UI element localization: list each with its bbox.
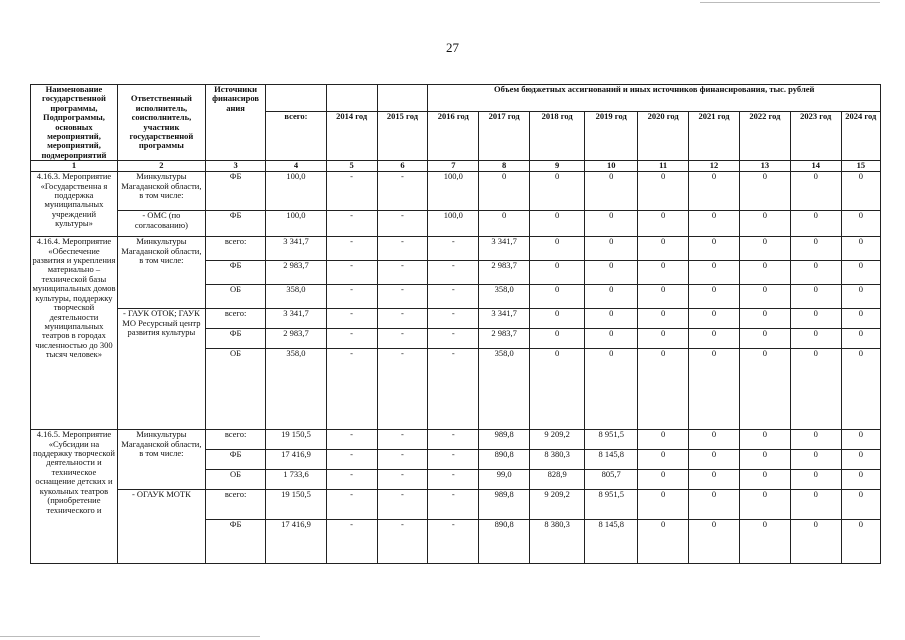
header-year: 2019 год [585,112,638,161]
header-year: 2021 год [689,112,740,161]
value-cell: 2 983,7 [266,261,326,285]
value-cell: - [428,285,479,309]
value-cell: 0 [790,450,841,470]
column-number: 2 [117,161,205,172]
header-year: 2014 год [326,112,377,161]
value-cell: 0 [841,470,880,490]
value-cell: 17 416,9 [266,450,326,470]
value-cell: 0 [530,211,585,237]
value-cell: 0 [689,285,740,309]
header-year: 2022 год [739,112,790,161]
source-cell: ФБ [205,261,265,285]
value-cell: 0 [689,261,740,285]
column-number: 11 [638,161,689,172]
value-cell: 0 [530,261,585,285]
column-number: 15 [841,161,880,172]
value-cell: - [428,470,479,490]
value-cell: - [326,430,377,450]
header-year: 2018 год [530,112,585,161]
scan-artifact [0,636,260,637]
value-cell: - [428,237,479,261]
value-cell: 0 [739,520,790,564]
source-cell: ОБ [205,285,265,309]
value-cell: - [326,172,377,211]
value-cell: 0 [638,490,689,520]
value-cell: - [377,309,428,329]
value-cell: - [377,261,428,285]
source-cell: всего: [205,237,265,261]
value-cell: 2 983,7 [266,329,326,349]
value-cell: 0 [790,172,841,211]
value-cell: 8 951,5 [585,430,638,450]
value-cell: 828,9 [530,470,585,490]
value-cell: 0 [530,309,585,329]
value-cell: 0 [585,349,638,430]
header-year: всего: [266,112,326,161]
value-cell: - [326,285,377,309]
value-cell: 0 [585,261,638,285]
value-cell: 0 [689,309,740,329]
value-cell: 0 [739,490,790,520]
header-year: 2020 год [638,112,689,161]
value-cell: 890,8 [479,520,530,564]
measure-4-16-4: 4.16.4. Мероприятие «Обеспечение развития и укрепления материально – технической базы муниципальных домов культуры, поддержку творческой деятельности муниципальных театров в городах численностью до 300 тысяч человек» [31,237,118,430]
value-cell: 0 [585,237,638,261]
column-number: 8 [479,161,530,172]
value-cell: 19 150,5 [266,490,326,520]
source-cell: всего: [205,490,265,520]
value-cell: 0 [841,520,880,564]
value-cell: 0 [689,211,740,237]
value-cell: 0 [689,490,740,520]
value-cell: 0 [638,430,689,450]
source-cell: всего: [205,309,265,329]
source-cell: ОБ [205,470,265,490]
value-cell: 8 380,3 [530,450,585,470]
value-cell: 8 145,8 [585,520,638,564]
value-cell: 0 [689,172,740,211]
value-cell: - [377,490,428,520]
value-cell: 9 209,2 [530,430,585,450]
value-cell: 0 [841,329,880,349]
value-cell: - [326,450,377,470]
table-row [31,430,881,450]
value-cell: - [428,450,479,470]
value-cell: - [326,349,377,430]
executor-cell: - ОМС (по согласованию) [117,211,205,237]
value-cell: 0 [638,172,689,211]
value-cell: - [377,349,428,430]
table-row [31,237,881,261]
value-cell: - [326,470,377,490]
value-cell: 0 [530,285,585,309]
value-cell: 100,0 [266,211,326,237]
value-cell: 3 341,7 [479,237,530,261]
executor-cell: Минкультуры Магаданской области, в том числе: [117,172,205,211]
value-cell: 0 [689,450,740,470]
value-cell: 8 951,5 [585,490,638,520]
value-cell: 3 341,7 [266,237,326,261]
header-source: Источники финансиров ания [205,85,265,161]
header-program: Наименование государственной программы, Подпрограммы, основных мероприятий, мероприятий, подмероприятий [31,85,118,161]
value-cell: 0 [638,309,689,329]
value-cell: 0 [841,490,880,520]
value-cell: 0 [739,450,790,470]
value-cell: 0 [739,430,790,450]
budget-table [30,84,881,564]
value-cell: 0 [638,520,689,564]
value-cell: 0 [790,430,841,450]
executor-cell: - ОГАУК МОТК [117,490,205,564]
value-cell: 0 [585,285,638,309]
value-cell: 0 [638,261,689,285]
value-cell: 0 [790,520,841,564]
source-cell: всего: [205,430,265,450]
value-cell: 358,0 [266,349,326,430]
value-cell: 0 [739,349,790,430]
measure-4-16-5: 4.16.5. Мероприятие «Субсидии на поддержку творческой деятельности и техническое оснащение детских и кукольных театров (приобретение технического и [31,430,118,564]
value-cell: - [377,520,428,564]
value-cell: - [326,237,377,261]
value-cell: 0 [841,261,880,285]
value-cell: - [377,329,428,349]
column-number: 9 [530,161,585,172]
column-number: 3 [205,161,265,172]
table-row [31,490,881,520]
column-number: 5 [326,161,377,172]
value-cell: 0 [585,329,638,349]
value-cell: 100,0 [266,172,326,211]
value-cell: - [428,329,479,349]
value-cell: 358,0 [479,349,530,430]
measure-4-16-3: 4.16.3. Мероприятие «Государственна я поддержка муниципальных учреждений культуры» [31,172,118,237]
value-cell: - [377,450,428,470]
value-cell: 0 [585,309,638,329]
value-cell: 0 [530,349,585,430]
value-cell: 0 [689,430,740,450]
value-cell: 0 [841,211,880,237]
value-cell: 19 150,5 [266,430,326,450]
value-cell: 0 [790,490,841,520]
column-number: 14 [790,161,841,172]
value-cell: 989,8 [479,490,530,520]
value-cell: 0 [790,329,841,349]
value-cell: 989,8 [479,430,530,450]
value-cell: 890,8 [479,450,530,470]
value-cell: 0 [841,430,880,450]
value-cell: 0 [638,349,689,430]
column-number-row [31,161,881,172]
value-cell: 0 [479,172,530,211]
value-cell: 0 [739,470,790,490]
header-year: 2017 год [479,112,530,161]
value-cell: 0 [790,261,841,285]
value-cell: - [377,172,428,211]
table-row [31,211,881,237]
executor-cell: Минкультуры Магаданской области, в том числе: [117,237,205,309]
source-cell: ФБ [205,172,265,211]
value-cell: 0 [739,309,790,329]
value-cell: - [377,285,428,309]
value-cell: - [326,211,377,237]
value-cell: 17 416,9 [266,520,326,564]
value-cell: 0 [638,470,689,490]
header-year: 2016 год [428,112,479,161]
value-cell: - [428,490,479,520]
value-cell: - [428,309,479,329]
value-cell: - [428,349,479,430]
value-cell: 9 209,2 [530,490,585,520]
value-cell: 0 [841,450,880,470]
value-cell: 0 [585,172,638,211]
value-cell: - [326,490,377,520]
value-cell: 0 [739,211,790,237]
header-year: 2015 год [377,112,428,161]
value-cell: 0 [841,172,880,211]
column-number: 1 [31,161,118,172]
value-cell: 0 [638,450,689,470]
header-executor: Ответственный исполнитель, соисполнитель, участник государственной программы [117,85,205,161]
executor-cell: - ГАУК ОТОК; ГАУК МО Ресурсный центр развития культуры [117,309,205,430]
value-cell: 0 [585,211,638,237]
value-cell: 0 [689,520,740,564]
column-number: 13 [739,161,790,172]
value-cell: 0 [479,211,530,237]
value-cell: - [377,470,428,490]
value-cell: 0 [689,470,740,490]
value-cell: 2 983,7 [479,329,530,349]
value-cell: - [428,520,479,564]
value-cell: - [377,430,428,450]
value-cell: 0 [841,237,880,261]
value-cell: - [326,261,377,285]
column-number: 10 [585,161,638,172]
value-cell: - [377,237,428,261]
value-cell: 2 983,7 [479,261,530,285]
value-cell: - [326,309,377,329]
value-cell: 358,0 [266,285,326,309]
value-cell: 3 341,7 [479,309,530,329]
value-cell: 8 380,3 [530,520,585,564]
table-row [31,172,881,211]
value-cell: 0 [739,261,790,285]
value-cell: 99,0 [479,470,530,490]
column-number: 6 [377,161,428,172]
value-cell: 0 [638,211,689,237]
column-number: 12 [689,161,740,172]
source-cell: ФБ [205,520,265,564]
source-cell: ФБ [205,329,265,349]
value-cell: 0 [739,172,790,211]
value-cell: 0 [790,237,841,261]
header-year: 2024 год [841,112,880,161]
value-cell: 1 733,6 [266,470,326,490]
value-cell: 8 145,8 [585,450,638,470]
value-cell: - [326,520,377,564]
source-cell: ОБ [205,349,265,430]
value-cell: 0 [790,285,841,309]
value-cell: - [428,261,479,285]
value-cell: 0 [638,237,689,261]
scan-artifact [700,2,880,3]
value-cell: - [428,430,479,450]
value-cell: 0 [790,211,841,237]
table-row [31,309,881,329]
source-cell: ФБ [205,211,265,237]
value-cell: 805,7 [585,470,638,490]
header-year: 2023 год [790,112,841,161]
value-cell: - [377,211,428,237]
value-cell: 100,0 [428,211,479,237]
value-cell: 0 [739,285,790,309]
value-cell: 0 [689,329,740,349]
page-number: 27 [446,40,459,55]
value-cell: 3 341,7 [266,309,326,329]
value-cell: 0 [739,237,790,261]
value-cell: 0 [638,329,689,349]
value-cell: 0 [841,285,880,309]
value-cell: 0 [638,285,689,309]
value-cell: 0 [739,329,790,349]
value-cell: 0 [689,349,740,430]
value-cell: 0 [841,309,880,329]
executor-cell: Минкультуры Магаданской области, в том числе: [117,430,205,490]
value-cell: 0 [841,349,880,430]
value-cell: 0 [689,237,740,261]
value-cell: 0 [790,349,841,430]
value-cell: 100,0 [428,172,479,211]
value-cell: 0 [790,309,841,329]
column-number: 7 [428,161,479,172]
source-cell: ФБ [205,450,265,470]
value-cell: 0 [790,470,841,490]
value-cell: 0 [530,172,585,211]
value-cell: 0 [530,329,585,349]
value-cell: - [326,329,377,349]
header-budget-group: Объем бюджетных ассигнований и иных источников финансирования, тыс. рублей [428,85,881,112]
value-cell: 0 [530,237,585,261]
column-number: 4 [266,161,326,172]
value-cell: 358,0 [479,285,530,309]
